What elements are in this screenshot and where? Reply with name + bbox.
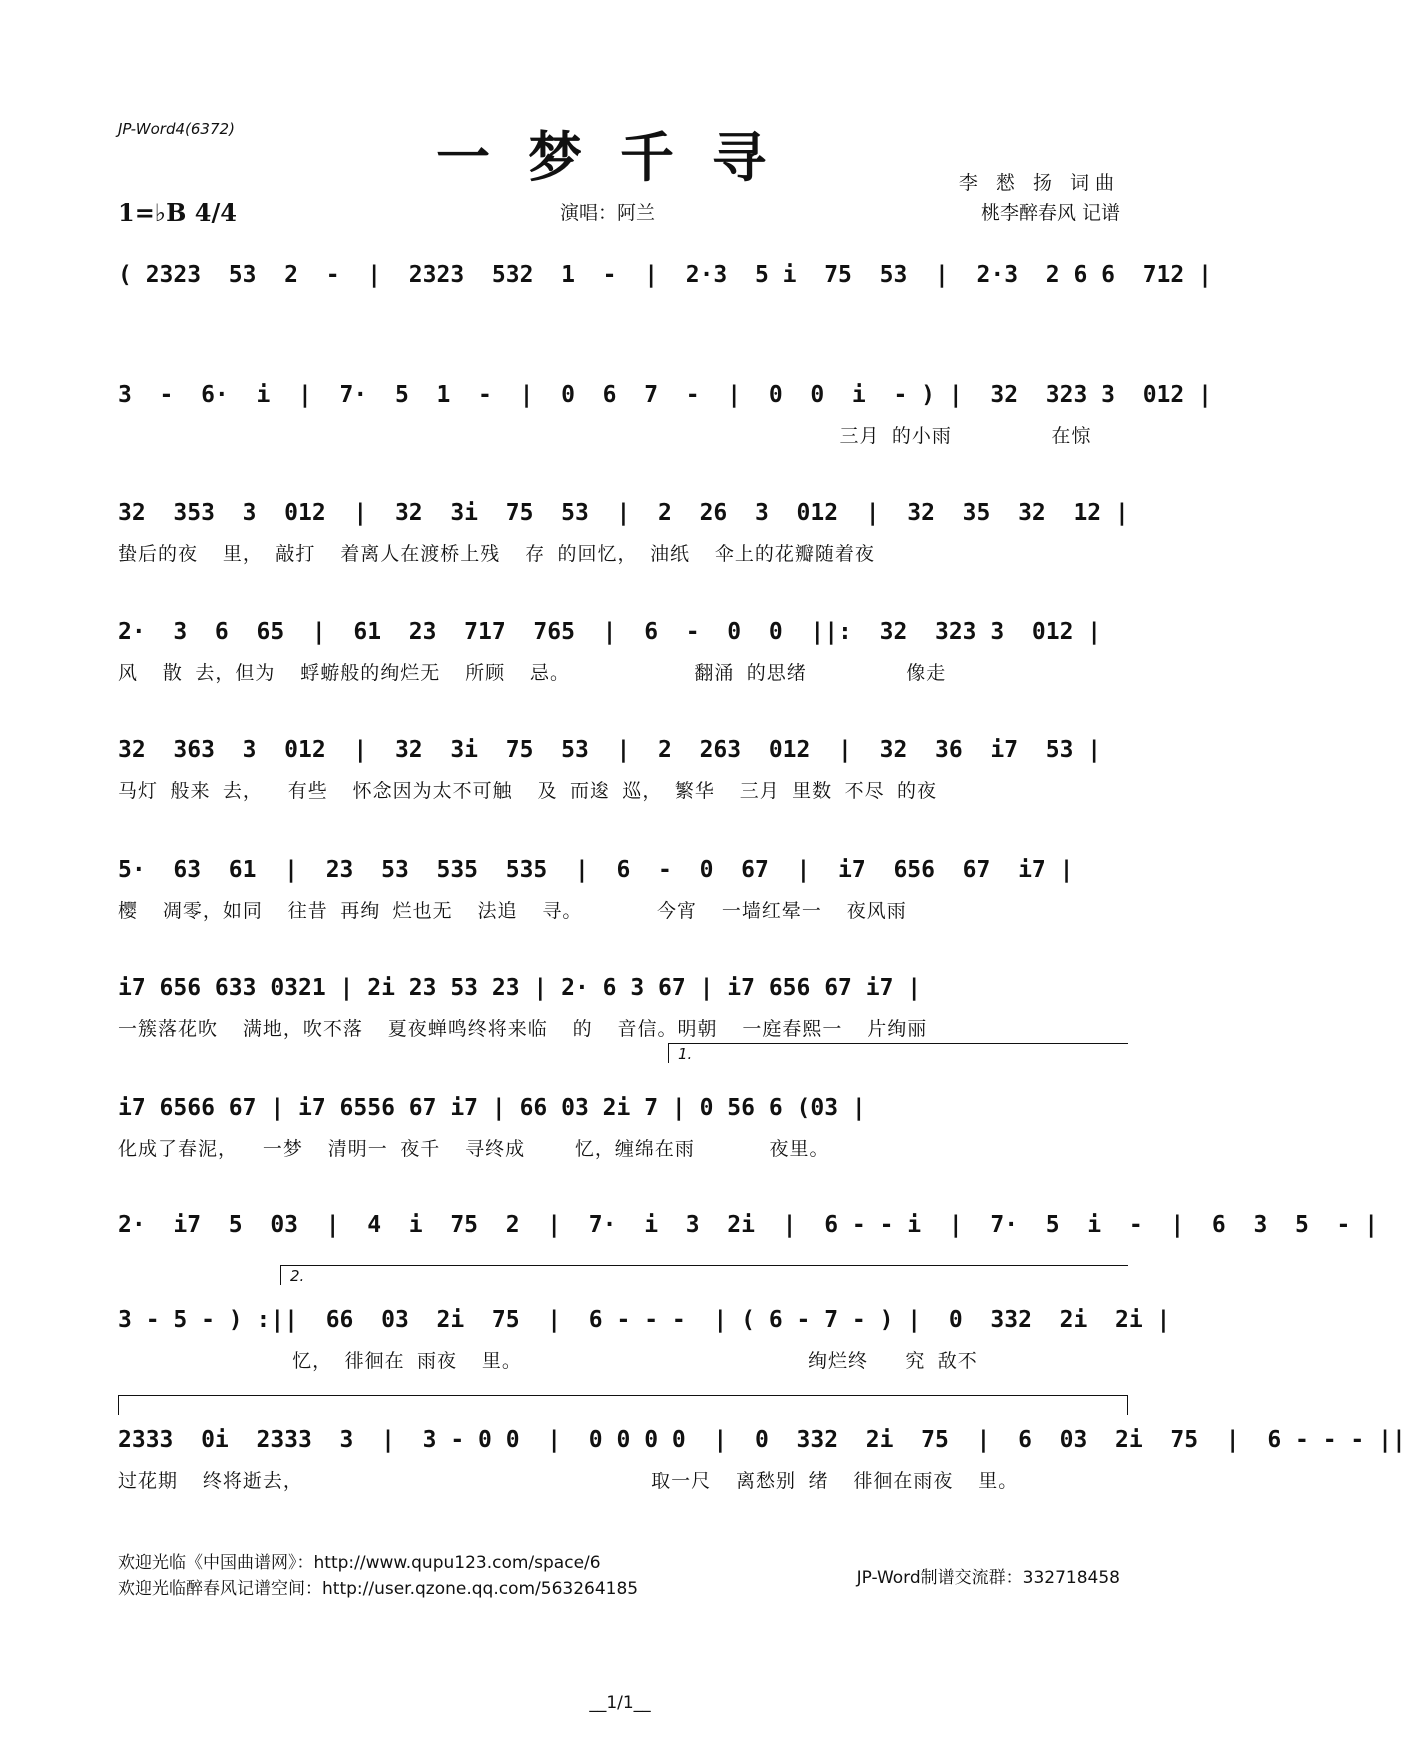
footer-link-2[interactable]: 欢迎光临醉春风记谱空间：http://user.qzone.qq.com/563264185	[118, 1579, 639, 1599]
footer-link-1[interactable]: 欢迎光临《中国曲谱网》：http://www.qupu123.com/space/6	[118, 1553, 601, 1573]
notation-line: ( 2323 53 2 - | 2323 532 1 - | 2·3 5 i 75 53 | 2·3 2 6 6 712 |	[118, 262, 1212, 288]
lyric-line	[118, 1251, 1128, 1281]
lyric-line: 一簇落花吹 满地，吹不落 夏夜蝉鸣终将来临 的 音信。明朝 一庭春熙一 片绚丽	[118, 1018, 928, 1040]
song-title: 一梦千寻	[436, 125, 804, 189]
notation-line: 2333 0i 2333 3 | 3 - 0 0 | 0 0 0 0 | 0 332 2i 75 | 6 03 2i 75 | 6 - - - ||	[118, 1427, 1406, 1453]
volta-2-tick	[280, 1265, 281, 1285]
lyric-line: 风 散 去，但为 蜉蝣般的绚烂无 所顾 忌。 翻涌 的思绪 像走	[118, 662, 947, 684]
ending-tick-left	[118, 1395, 119, 1415]
volta-2-label: 2.	[290, 1267, 305, 1285]
volta-1-label: 1.	[678, 1045, 693, 1063]
notation-line: 5· 63 61 | 23 53 535 535 | 6 - 0 67 | i7 656 67 i7 |	[118, 857, 1074, 883]
ending-bracket	[118, 1395, 1128, 1396]
page-number: __1/1__	[589, 1693, 651, 1713]
notation-line: 3 - 5 - ) :|| 66 03 2i 75 | 6 - - - | ( 6 - 7 - ) | 0 332 2i 2i |	[118, 1307, 1171, 1333]
footer-links	[118, 1550, 638, 1602]
notation-line: 3 - 6· i | 7· 5 1 - | 0 6 7 - | 0 0 i - ) | 32 323 3 012 |	[118, 382, 1212, 408]
lyricist-composer-credit: 李 憖 扬 词曲	[958, 172, 1120, 194]
key-signature: 1=♭B 4/4	[118, 198, 237, 227]
lyric-line: 樱 凋零，如同 往昔 再绚 烂也无 法追 寻。 今宵 一墙红晕一 夜风雨	[118, 900, 907, 922]
ending-tick-right	[1127, 1395, 1128, 1415]
lyric-line: 蛰后的夜 里， 敲打 着离人在渡桥上残 存 的回忆， 油纸 伞上的花瓣随着夜	[118, 543, 875, 565]
volta-1-bracket	[668, 1043, 1128, 1044]
volta-2-bracket	[280, 1265, 1128, 1266]
notation-line: 32 353 3 012 | 32 3i 75 53 | 2 26 3 012 | 32 35 32 12 |	[118, 500, 1129, 526]
lyric-line	[118, 301, 1128, 331]
notation-line: i7 656 633 0321 | 2i 23 53 23 | 2· 6 3 67 | i7 656 67 i7 |	[118, 975, 922, 1001]
lyric-line: 忆， 徘徊在 雨夜 里。 绚烂终 究 敌不	[118, 1350, 978, 1372]
notation-line: 2· 3 6 65 | 61 23 717 765 | 6 - 0 0 ||: 32 323 3 012 |	[118, 619, 1102, 645]
software-label: JP-Word4(6372)	[118, 120, 235, 138]
lyric-line: 马灯 般来 去， 有些 怀念因为太不可触 及 而逡 巡， 繁华 三月 里数 不尽 的夜	[118, 780, 938, 802]
singer-credit: 演唱：阿兰	[560, 202, 656, 224]
notation-line: 2· i7 5 03 | 4 i 75 2 | 7· i 3 2i | 6 - - i | 7· 5 i - | 6 3 5 - |	[118, 1212, 1379, 1238]
volta-1-tick	[668, 1043, 669, 1063]
notation-line: 32 363 3 012 | 32 3i 75 53 | 2 263 012 | 32 36 i7 53 |	[118, 737, 1102, 763]
notation-line: i7 6566 67 | i7 6556 67 i7 | 66 03 2i 7 | 0 56 6 (03 |	[118, 1095, 866, 1121]
footer-group: JP-Word制谱交流群：332718458	[856, 1568, 1120, 1588]
lyric-line: 三月 的小雨 在惊	[118, 425, 1092, 447]
lyric-line: 化成了春泥， 一梦 清明一 夜千 寻终成 忆，缠绵在雨 夜里。	[118, 1138, 830, 1160]
lyric-line: 过花期 终将逝去， 取一尺 离愁别 绪 徘徊在雨夜 里。	[118, 1470, 1019, 1492]
transcriber-credit: 桃李醉春风 记谱	[980, 202, 1120, 224]
